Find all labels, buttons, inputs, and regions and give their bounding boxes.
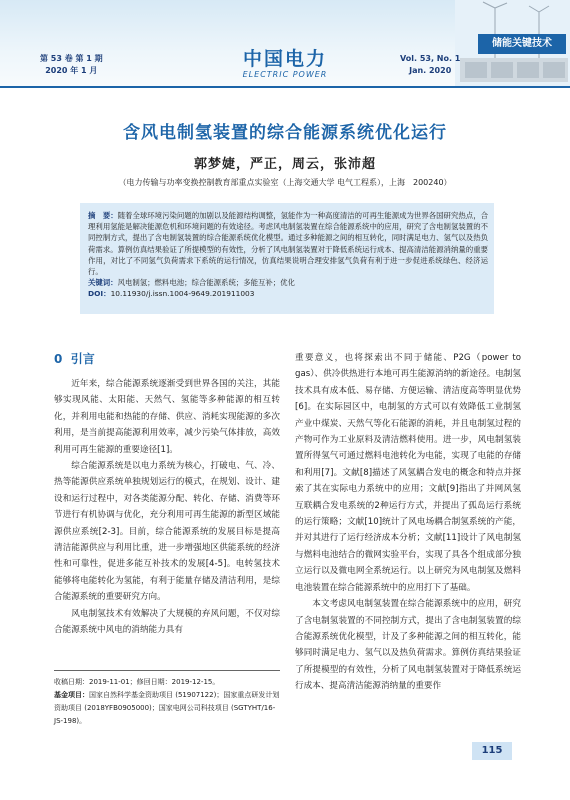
article-title: 含风电制氢装置的综合能源系统优化运行 <box>123 123 447 143</box>
footnotes <box>54 676 280 728</box>
section-number: 0 <box>54 352 63 366</box>
doi-label: DOI： <box>88 289 111 299</box>
keywords-text: 风电制氢；燃料电池；综合能源系统；多能互补；优化 <box>117 278 295 288</box>
section-heading <box>54 350 95 367</box>
fund-info <box>54 689 280 728</box>
fund-label: 基金项目： <box>54 691 89 699</box>
journal-name-cn: 中国电力 <box>242 48 327 70</box>
body-paragraph: 风电制氢技术有效解决了大规模的弃风问题，不仅对综合能源系统中风电的消纳能力具有 <box>54 608 280 636</box>
section-title: 引言 <box>70 352 95 366</box>
article-affiliation: （电力传输与功率变换控制教育部重点实验室（上海交通大学 电气工程系），上海 200240） <box>118 178 452 187</box>
body-paragraph: 近年来，综合能源系统逐渐受到世界各国的关注，其能够实现风能、太阳能、天然气、氢能等多种能源的相互转化，并利用电能和热能的存储、供应、消耗实现能源的多次利用，是当前提高能源利用效率，减少污染气体排放，高效利用可再生能源的重要途径[1]。 <box>54 379 280 455</box>
volume-cn: 第 53 卷 第 1 期 <box>40 54 103 63</box>
header-rule <box>0 86 570 88</box>
body-paragraph: 综合能源系统是以电力系统为核心，打破电、气、冷、热等能源供应系统单独规划运行的模式，在规划、设计、建设和运行过程中，对各类能源分配、转化、存储、消费等环节进行有机协调与优化，充分利用可再生能源的新型区域能源供应系统[2-3]。目前，综合能源系统的发展目标是提高清洁能源供应与利用比重，进一步增强地区供能系统的经济性和可靠性，促进多能互补技术的发展[4-5]。电转氢技术能够将电能转化为氢能，有利于能量存储及清洁利用，是综合能源系统的重要研究方向。 <box>54 461 280 603</box>
fund-text: 国家自然科学基金资助项目 (51907122)；国家重点研发计划资助项目 (2018YFB0905000)；国家电网公司科技项目 (SGTYHT/16-JS-198)。 <box>54 691 280 725</box>
keywords-line <box>88 277 488 288</box>
issue-info-cn <box>40 53 103 77</box>
volume-en: Vol. 53, No. 1 <box>400 54 461 63</box>
issue-info-en <box>400 53 460 77</box>
body-paragraph: 本文考虑风电制氢装置在综合能源系统中的应用，研究了含电制氢装置的不同控制方式，提出了含电制氢装置的综合能源系统优化模型，计及了多种能源之间的相互转化，能够同时满足电力、氢气以及热负荷需求。算例仿真结果验证了所提模型的有效性，分析了风电制氢装置对于降低系统运行成本、提高清洁能源消纳量的重要作 <box>295 599 521 692</box>
abstract-text: 随着全球环境污染问题的加剧以及能源结构调整，氢能作为一种高度清洁的可再生能源成为世界各国研究热点，合理利用氢能是解决能源危机和环境问题的有效途径。考虑风电制氢装置在综合能源系统中的应用，研究了含电制氢装置的不同控制方式，提出了含电制氢装置的综合能源系统优化模型。通过多种能源之间的相互转化，同时满足电力、氢气以及热负荷需求。算例仿真结果验证了所提模型的有效性，分析了风电制氢装置对于降低系统运行成本、提高清洁能源消纳量的重要作用，对比了不同氢气负荷需求下系统的运行情况，仿真结果说明合理安排氢气负荷有利于进一步促进系统绿色、经济运行。 <box>88 211 488 277</box>
doi-line <box>88 288 488 299</box>
left-column <box>54 376 280 639</box>
abstract-content <box>88 210 488 300</box>
received-date: 收稿日期：2019-11-01；修回日期：2019-12-15。 <box>54 678 220 686</box>
abstract-label: 摘 要： <box>88 211 118 220</box>
footnote-rule <box>54 670 280 671</box>
keywords-label: 关键词： <box>88 278 118 288</box>
body-paragraph: 重要意义，也将探索出不同于储能、P2G（power to gas）、供冷供热进行本地可再生能源消纳的新途径。电制氢技术具有成本低、易存储、方便运输、清洁度高等明显优势[6]。在实际园区中，电制氢的方式可以有效降低工业制氢产业中煤炭、天然气等化石能源的消耗，并且电制氢过程的产物可作为工业原料及清洁燃料使用。进一步，风电制氢装置所得氢气可通过燃料电池转化为电能，实现了电能的存储和利用[7]。文献[8]描述了风氢耦合发电的概念和特点并探索了其在实际电力系统中的应用；文献[9]指出了并网风氢互联耦合发电系统的2种运行方式，并提出了孤岛运行系统的运行策略；文献[10]统计了风电场耦合制氢系统的产能，并对其进行了运行经济成本分析；文献[11]设计了风电制氢与燃料电池结合的微网实验平台，实现了具各个组成部分独立运行以及微电网全系统运行。以上研究为风电制氢及燃料电池装置在综合能源系统中的应用打下了基础。 <box>295 353 521 593</box>
abstract-box <box>80 203 494 314</box>
column-tag: 储能关键技术 <box>478 34 566 54</box>
journal-name-en: ELECTRIC POWER <box>242 70 328 79</box>
right-column <box>295 350 521 695</box>
page-number: 115 <box>472 742 512 760</box>
journal-name <box>200 48 370 80</box>
date-en: Jan. 2020 <box>409 66 452 75</box>
date-cn: 2020 年 1 月 <box>45 66 98 75</box>
article-authors: 郭梦婕，严正，周云，张沛超 <box>193 157 376 172</box>
doi-text: 10.11930/j.issn.1004-9649.201911003 <box>110 289 255 299</box>
